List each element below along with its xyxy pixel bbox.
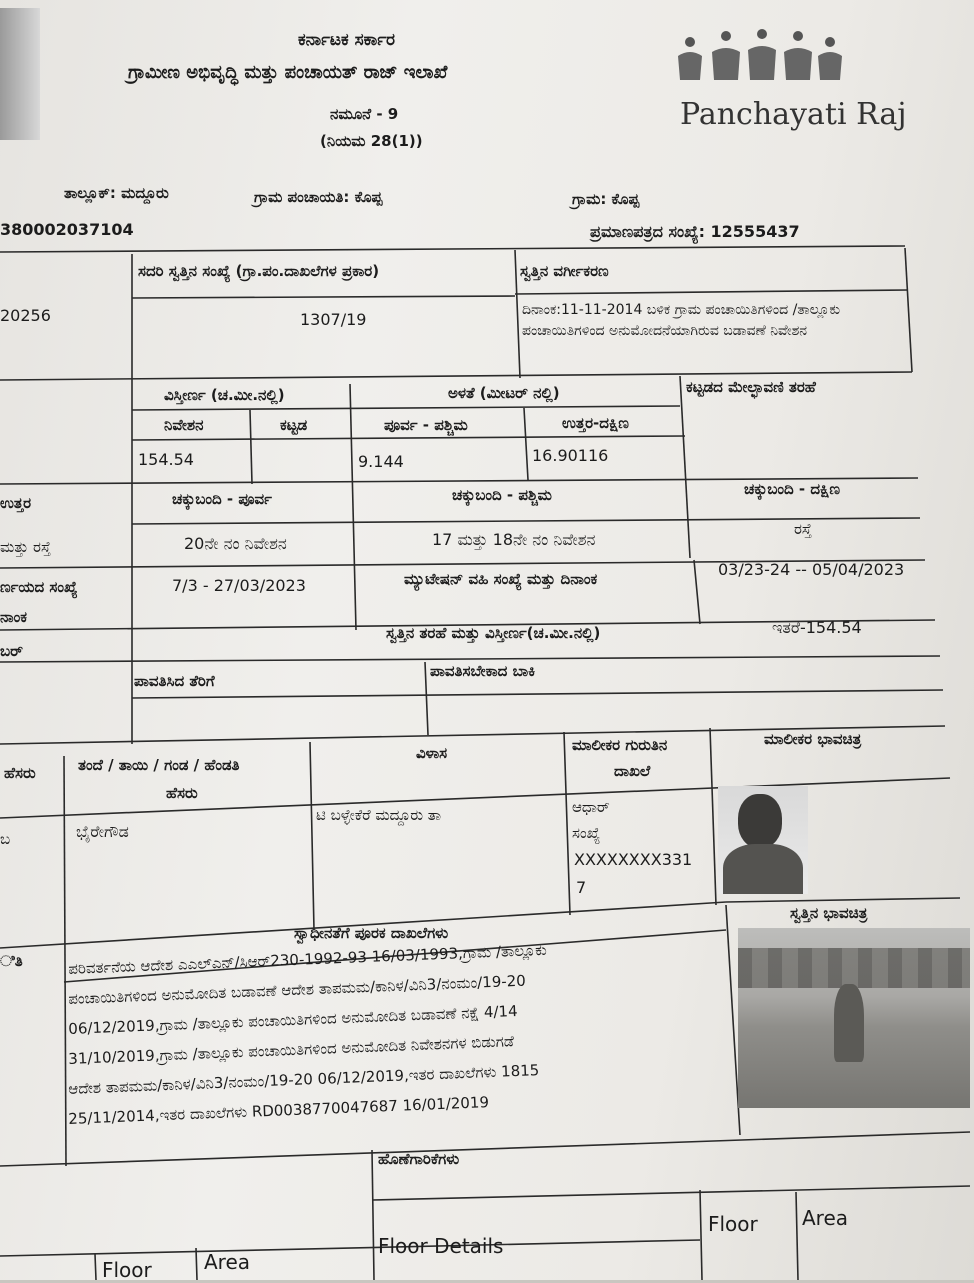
south-boundary-value: ರಸ್ತೆ xyxy=(794,520,812,538)
property-id: 380002037104 xyxy=(0,220,134,239)
floor-header-2: Floor xyxy=(708,1212,758,1236)
south-boundary-label: ಚಕ್ಕುಬಂದಿ - ದಕ್ಷಿಣ xyxy=(744,480,841,498)
owner-id-label: ಮಾಲೀಕರ ಗುರುತಿನ xyxy=(572,736,668,754)
id-type: ಆಧಾರ್ xyxy=(572,798,610,816)
site-area-value: 154.54 xyxy=(138,450,194,469)
address-label: ವಿಳಾಸ xyxy=(416,744,448,762)
id-value: XXXXXXXX331 xyxy=(574,850,693,869)
west-boundary-label: ಚಕ್ಕುಬಂದಿ - ಪಶ್ಚಿಮ xyxy=(452,486,552,504)
state-title: ಕರ್ನಾಟಕ ಸರ್ಕಾರ xyxy=(298,30,396,50)
floor-header: Floor xyxy=(102,1258,152,1282)
east-boundary-value: 20ನೇ ನಂ ನಿವೇಶನ xyxy=(184,534,287,553)
property-type-value: ಇತರೆ-154.54 xyxy=(772,618,862,637)
property-left-value: 20256 xyxy=(0,306,51,325)
relation-label-2: ಹೆಸರು xyxy=(166,784,198,802)
department-title: ಗ್ರಾಮೀಣ ಅಭಿವೃದ್ಧಿ ಮತ್ತು ಪಂಚಾಯತ್ ರಾಜ್ ಇಲಾಖೆ xyxy=(128,62,448,83)
address-value: ಟಿ ಬಳ್ಳೇಕೆರೆ ಮದ್ದೂರು ತಾ xyxy=(316,806,441,824)
mutation-label: ಮ್ಯುಟೇಷನ್ ವಹಿ ಸಂಖ್ಯೆ ಮತ್ತು ದಿನಾಂಕ xyxy=(404,570,598,588)
rule-number: (ನಿಯಮ 28(1)) xyxy=(320,132,423,150)
relation-label: ತಂದೆ / ತಾಯಿ / ಗಂಡ / ಹೆಂಡತಿ xyxy=(78,756,240,774)
document-line: ಆದೇಶ ತಾಪಮಮ/ಕಾನಿಳ/ವಿನಿ3/ನಂಮಂ/19-20 06/12/2019,ಇತರ ದಾಖಲೆಗಳು 1815 xyxy=(68,1061,540,1098)
decision-value: 7/3 - 27/03/2023 xyxy=(172,576,306,595)
west-boundary-value: 17 ಮತ್ತು 18ನೇ ನಂ ನಿವೇಶನ xyxy=(432,530,596,549)
property-number-value: 1307/19 xyxy=(300,310,367,329)
north-boundary-value: ಮತ್ತು ರಸ್ತೆ xyxy=(0,538,51,556)
east-boundary-label: ಚಕ್ಕುಬಂದಿ - ಪೂರ್ವ xyxy=(172,490,272,508)
form-number: ನಮೂನೆ - 9 xyxy=(330,105,399,123)
property-type-label: ಸ್ವತ್ತಿನ ತರಹೆ ಮತ್ತು ವಿಸ್ತೀರ್ಣ(ಚ.ಮೀ.ನಲ್ಲಿ) xyxy=(386,624,601,642)
relation-value: ಭೈರೇಗೌಡ xyxy=(76,822,129,841)
logo-text: Panchayati Raj xyxy=(680,97,907,132)
gram-panchayat: ಗ್ರಾಮ ಪಂಚಾಯತಿ: ಕೊಪ್ಪ xyxy=(254,188,383,206)
east-west-label: ಪೂರ್ವ - ಪಶ್ಚಿಮ xyxy=(384,416,468,434)
north-label: ಉತ್ತರ xyxy=(0,494,32,512)
building-label: ಕಟ್ಟಡ xyxy=(280,416,308,434)
property-photo xyxy=(738,928,970,1108)
owner-photo xyxy=(718,786,808,894)
property-class-label: ಸ್ವತ್ತಿನ ವರ್ಗೀಕರಣ xyxy=(520,262,609,280)
documents-heading: ಸ್ವಾಧೀನತೆಗೆ ಪೂರಕ ದಾಖಲೆಗಳು xyxy=(294,924,449,942)
document-line: ಪಂಚಾಯಿತಿಗಳಿಂದ ಅನುಮೋದಿತ ಬಡಾವಣೆ ಆದೇಶ ತಾಪಮಮ/ಕಾನಿಳ/ವಿನಿ3/ನಂಮಂ/19-20 xyxy=(68,971,527,1008)
decision-date-label: ನಾಂಕ xyxy=(0,608,28,626)
id-type-2: ಸಂಖ್ಯೆ xyxy=(572,824,601,842)
documents-left-cut: ಿತಿ xyxy=(0,952,23,970)
taluk: ತಾಲ್ಲೂಕ್: ಮದ್ದೂರು xyxy=(64,184,169,202)
floor-details-label: Floor Details xyxy=(378,1234,504,1258)
property-class-value: ದಿನಾಂಕ:11-11-2014 ಬಳಿಕ ಗ್ರಾಮ ಪಂಚಾಯಿತಿಗಳಿಂದ /ತಾಲ್ಲೂಕು ಪಂಚಾಯಿತಿಗಳಿಂದ ಅನುಮೋದನೆಯಾಗಿರುವ ಬಡಾವಣೆ ನಿವೇಶನ xyxy=(522,302,841,339)
id-value-2: 7 xyxy=(576,878,587,897)
area-header-2: Area xyxy=(802,1206,849,1230)
roof-type-label: ಕಟ್ಟಡದ ಮೇಲ್ಛಾವಣಿ ತರಹೆ xyxy=(686,378,816,396)
owner-id-label-2: ದಾಖಲೆ xyxy=(614,762,651,780)
area-label: ವಿಸ್ತೀರ್ಣ (ಚ.ಮೀ.ನಲ್ಲಿ) xyxy=(164,386,285,404)
owner-name-cut: ಬ xyxy=(0,830,11,848)
area-header: Area xyxy=(204,1250,251,1274)
due-tax-label: ಪಾವತಿಸಬೇಕಾದ ಬಾಕಿ xyxy=(430,662,536,680)
document-line: ಪರಿವರ್ತನೆಯ ಆದೇಶ ಎಎಲ್ಎನ್/ಸಿಆರ್230-1992-93 16/03/1993,ಗ್ರಾಮ /ತಾಲ್ಲೂಕು xyxy=(68,940,548,978)
liabilities-label: ಹೊಣೆಗಾರಿಕೆಗಳು xyxy=(378,1150,460,1168)
owner-photo-label: ಮಾಲೀಕರ ಭಾವಚಿತ್ರ xyxy=(764,730,862,748)
decision-number-label: ರ್ಣಯದ ಸಂಖ್ಯೆ xyxy=(0,578,78,596)
document-line: 31/10/2019,ಗ್ರಾಮ /ತಾಲ್ಲೂಕು ಪಂಚಾಯಿತಿಗಳಿಂದ ಅನುಮೋದಿತ ನಿವೇಶನಗಳ ಬಿಡುಗಡೆ xyxy=(68,1032,515,1068)
north-south-label: ಉತ್ತರ-ದಕ್ಷಿಣ xyxy=(562,414,629,432)
east-west-value: 9.144 xyxy=(358,452,404,471)
property-number-label: ಸದರಿ ಸ್ವತ್ತಿನ ಸಂಖ್ಯೆ (ಗ್ರಾ.ಪಂ.ದಾಖಲೆಗಳ ಪ್ರಕಾರ) xyxy=(138,262,380,280)
document-line: 06/12/2019,ಗ್ರಾಮ /ತಾಲ್ಲೂಕು ಪಂಚಾಯಿತಿಗಳಿಂದ ಅನುಮೋದಿತ ಬಡಾವಣೆ ನಕ್ಷೆ 4/14 xyxy=(68,1001,518,1038)
paid-tax-label: ಪಾವತಿಸಿದ ತೆರಿಗೆ xyxy=(134,672,215,690)
certificate-number: ಪ್ರಮಾಣಪತ್ರದ ಸಂಖ್ಯೆ: 12555437 xyxy=(590,222,800,241)
village: ಗ್ರಾಮ: ಕೊಪ್ಪ xyxy=(572,190,640,208)
mutation-value: 03/23-24 -- 05/04/2023 xyxy=(718,560,905,579)
dimensions-label: ಅಳತೆ (ಮೀಟರ್ ನಲ್ಲಿ) xyxy=(448,384,560,402)
property-photo-label: ಸ್ವತ್ತಿನ ಭಾವಚಿತ್ರ xyxy=(790,904,868,922)
document-line: 25/11/2014,ಇತರ ದಾಖಲೆಗಳು RD0038770047687 16/01/2019 xyxy=(68,1093,490,1128)
left-cut-label: ಬರ್ xyxy=(0,642,23,660)
north-south-value: 16.90116 xyxy=(532,446,609,465)
owner-name-label: ಹೆಸರು xyxy=(4,764,36,782)
site-label: ನಿವೇಶನ xyxy=(164,416,204,434)
